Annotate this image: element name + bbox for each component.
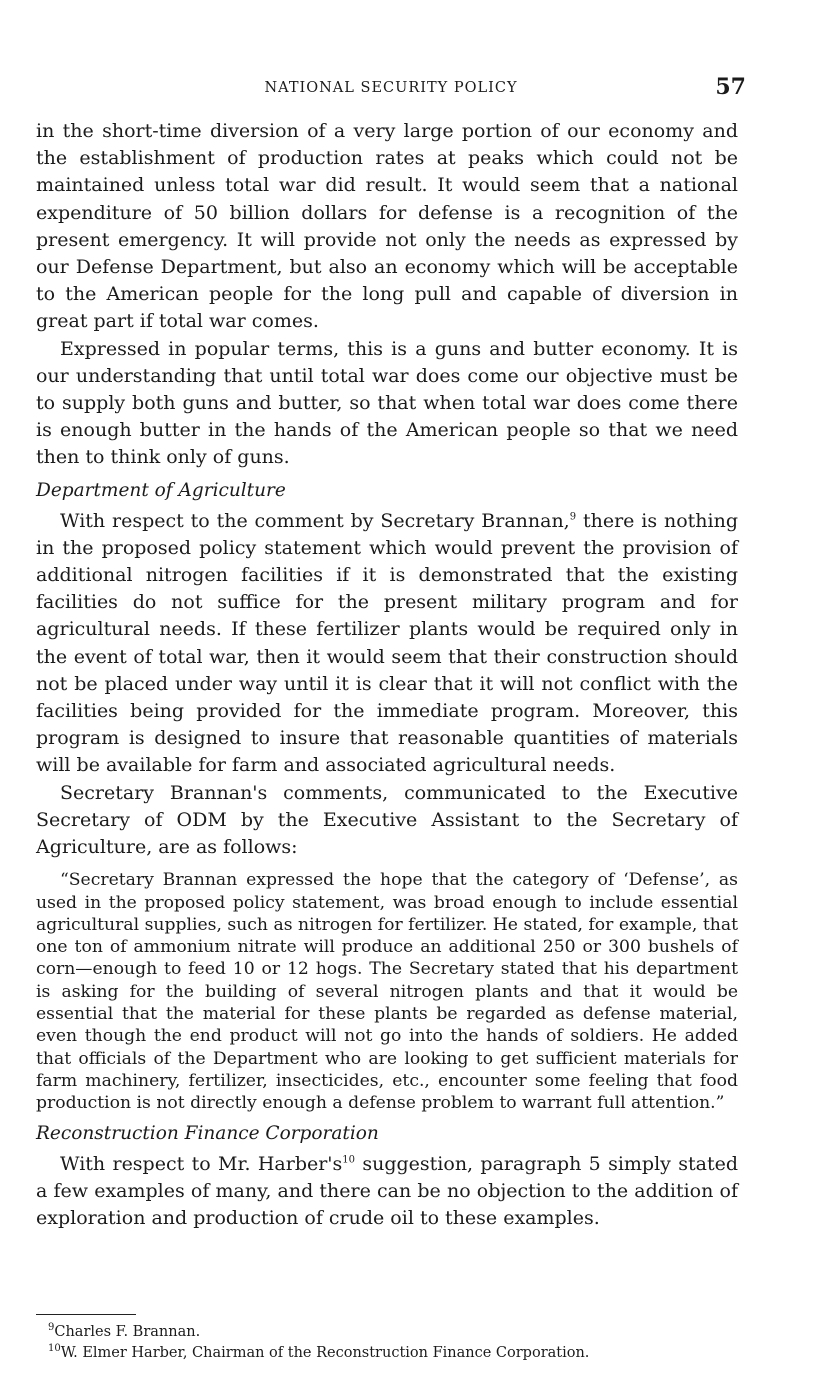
paragraph-guns-and-butter: Expressed in popular terms, this is a guns and butter economy. It is our understanding that until total war does come our objective must be to supply both guns and butter, so that when total war does come there is enough butter in the hands of the American people so that we need then to think only of guns. — [36, 337, 738, 469]
paragraph-harber-suggestion — [36, 1151, 738, 1233]
paragraph-text: With respect to Mr. Harber's — [60, 1152, 343, 1175]
footnote — [48, 1343, 738, 1364]
section-heading-rfc: Reconstruction Finance Corporation — [36, 1122, 379, 1144]
footnote-text: Charles F. Brannan. — [54, 1324, 201, 1340]
paragraph-text: there is nothing in the proposed policy statement which would prevent the provision of additional nitrogen facilities if it is demonstrated that the existing facilities do not suffice for the present military program and for agricultural needs. If these fertilizer plants would be required only in the event of total war, then it would seem that their construction should not be placed under way until it is clear that it will not conflict with the facilities being provided for the immediate program. Moreover, this program is designed to insure that reasonable quantities of materials will be available for farm and associated agricultural needs. — [36, 509, 738, 777]
footnote-divider — [36, 1314, 136, 1315]
page-header — [36, 74, 746, 106]
paragraph-brannan-intro: Secretary Brannan's comments, communicated to the Executive Secretary of ODM by the Executive Assistant to the Secretary of Agriculture, are as follows: — [36, 781, 738, 859]
section-heading-agriculture: Department of Agriculture — [36, 479, 286, 501]
footnote-number: 10 — [48, 1343, 61, 1355]
footnotes — [48, 1322, 738, 1364]
footnote-text: W. Elmer Harber, Chairman of the Reconstruction Finance Corporation. — [60, 1345, 590, 1361]
paragraph-text: With respect to the comment by Secretary Brannan, — [60, 509, 570, 532]
running-title: NATIONAL SECURITY POLICY — [264, 80, 518, 96]
footnote-number: 9 — [48, 1322, 55, 1334]
footnote — [48, 1322, 738, 1343]
footnote-ref-10: 10 — [342, 1154, 356, 1166]
paragraph-continued: in the short-time diversion of a very large portion of our economy and the establishment of production rates at peaks which could not be maintained unless total war did result. It would seem that a national expenditure of 50 billion dollars for defense is a recognition of the present emergency. It will provide not only the needs as expressed by our Defense Department, but also an economy which will be acceptable to the American people for the long pull and capable of diversion in great part if total war comes. — [36, 120, 738, 333]
body-text — [36, 118, 738, 1232]
paragraph-text: suggestion, paragraph 5 simply stated a few examples of many, and there can be no objection to the addition of exploration and production of crude oil to these examples. — [36, 1152, 738, 1229]
page-number: 57 — [715, 74, 746, 100]
block-quote: “Secretary Brannan expressed the hope that the category of ‘Defense’, as used in the proposed policy statement, was broad enough to include essential agricultural supplies, such as nitrogen for fertilizer. He stated, for example, that one ton of ammonium nitrate will produce an additional 250 or 300 bushels of corn—enough to feed 10 or 12 hogs. The Secretary stated that his department is asking for the building of several nitrogen plants and that it would be essential that the material for these plants be regarded as defense material, even though the end product will not go into the hands of soldiers. He added that officials of the Department who are looking to get sufficient materials for farm machinery, fertilizer, insecticides, etc., encounter some feeling that food production is not directly enough a defense problem to warrant full attention.” — [36, 870, 738, 1114]
footnote-ref-9: 9 — [569, 511, 577, 523]
paragraph-brannan-comment — [36, 508, 738, 780]
